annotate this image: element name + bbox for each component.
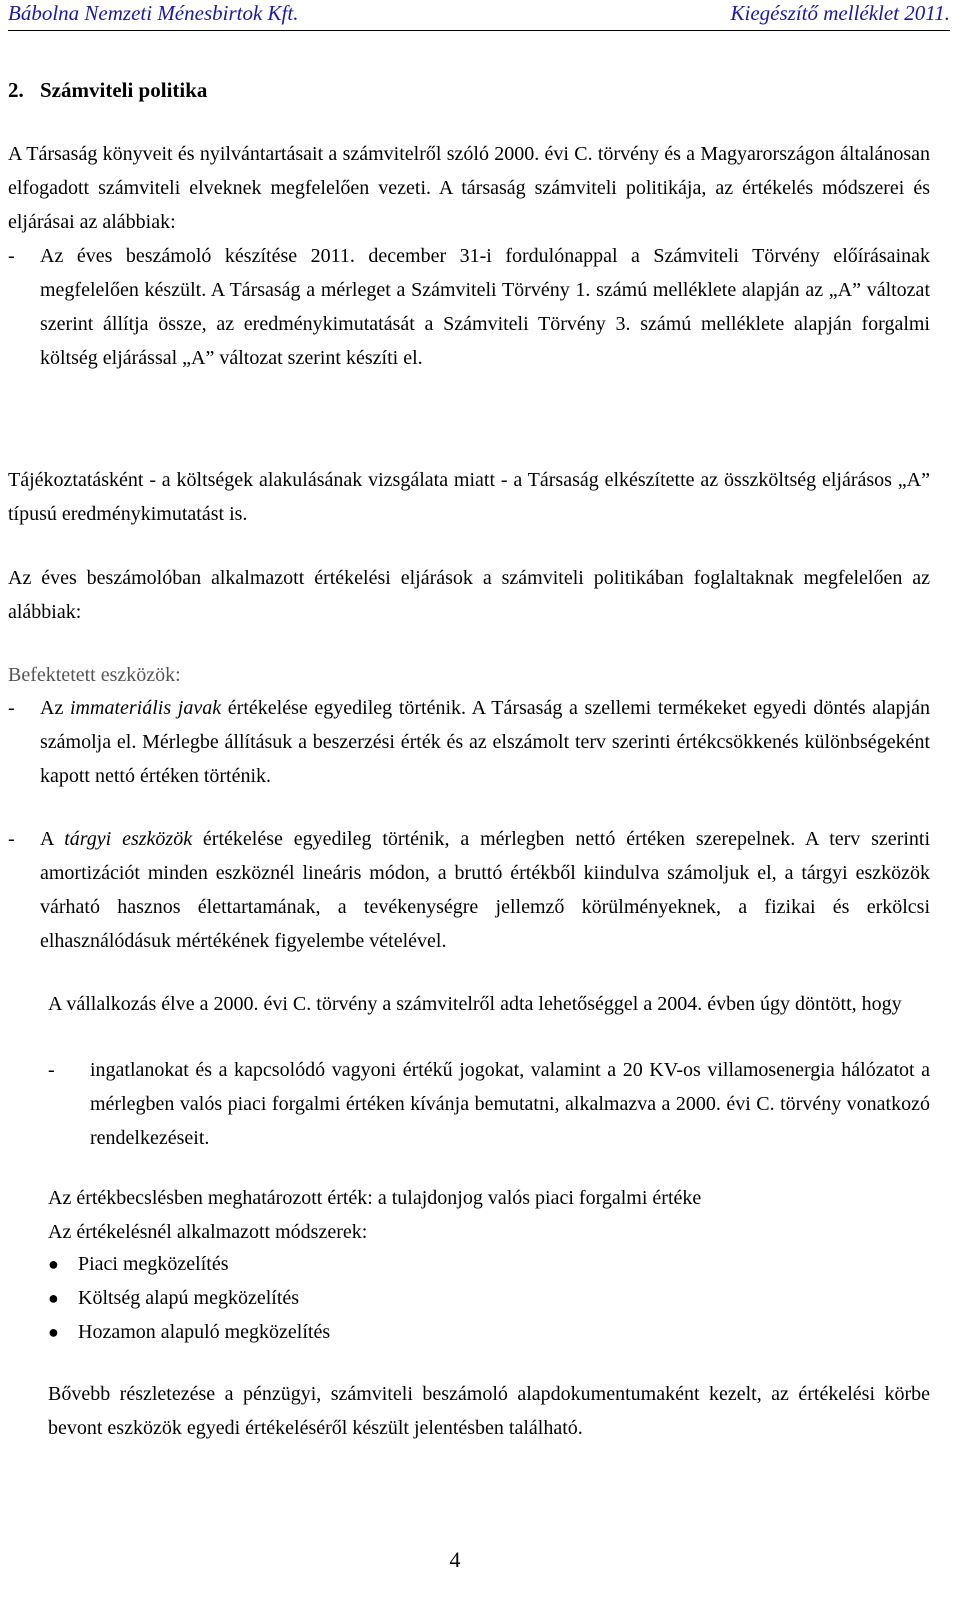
list-item-text: Az immateriális javak értékelése egyedileg történik. A Társaság a szellemi termékeket egyedi döntés alapján számolja el. Mérlegbe állításuk a beszerzési érték és az elszámolt terv szerinti értékcsökkenés különbségeként kapott nettó értéken történik.: [40, 697, 930, 787]
decision-paragraph: A vállalkozás élve a 2000. évi C. törvény a számvitelről adta lehetőséggel a 2004. évben úgy döntött, hogy: [48, 993, 902, 1015]
list-item-text: ingatlanokat és a kapcsolódó vagyoni értékű jogokat, valamint a 20 KV-os villamosenergia hálózatot a mérlegben valós piaci forgalmi értéken kívánja bemutatni, alkalmazva a 2000. évi C. törvény vonatkozó rendelkezéseit.: [90, 1059, 930, 1149]
list-item-annual-report: [8, 239, 930, 375]
list-item: [48, 1315, 930, 1349]
subheading-fixed-assets: Befektetett eszközök:: [8, 664, 181, 686]
section-title: Számviteli politika: [40, 78, 208, 102]
list-item: [48, 1281, 930, 1315]
bullet-icon: ●: [48, 1254, 59, 1274]
header-company: Bábolna Nemzeti Ménesbirtok Kft.: [8, 1, 299, 25]
tangible-assets-term: tárgyi eszközök: [64, 828, 193, 850]
intro-paragraph: A Társaság könyveit és nyilvántartásait a számvitelről szóló 2000. évi C. törvény és a Magyarországon általánosan elfogadott számviteli elveknek megfelelően vezeti. A társaság számviteli politikája, az értékelés módszerei és eljárásai az alábbiak:: [8, 143, 930, 233]
bullet-text: Költség alapú megközelítés: [78, 1287, 300, 1309]
list-item-text: A tárgyi eszközök értékelése egyedileg történik, a mérlegben nettó értéken szerepelnek. A terv szerinti amortizációt minden eszköznél lineáris módon, a bruttó értékből kiindulva számoljuk el, a tárgyi eszközök várható hasznos élettartamának, a tevékenységre jellemző körülményeknek, a fizikai és erkölcsi elhasználódásuk mértékének figyelembe vételével.: [40, 828, 931, 952]
list-item-tangible-assets: [8, 822, 930, 958]
page-number: 4: [449, 1547, 461, 1572]
dash-marker: -: [8, 245, 15, 267]
appraisal-value-line: Az értékbecslésben meghatározott érték: a tulajdonjog valós piaci forgalmi értéke: [48, 1187, 702, 1209]
dash-marker: -: [48, 1059, 55, 1081]
bullet-text: Piaci megközelítés: [78, 1253, 229, 1275]
bullet-text: Hozamon alapuló megközelítés: [78, 1321, 331, 1343]
intangible-assets-term: immateriális javak: [70, 697, 222, 719]
section-number: 2.: [8, 78, 24, 102]
bullet-icon: ●: [48, 1288, 59, 1308]
closing-paragraph: Bővebb részletezése a pénzügyi, számviteli beszámoló alapdokumentumaként kezelt, az értékelési körbe bevont eszközök egyedi értékeléséről készült jelentésben található.: [48, 1383, 930, 1439]
decision-list: [48, 1053, 930, 1155]
list-item-intangible-assets: [8, 691, 930, 793]
list-item-text: Az éves beszámoló készítése 2011. december 31-i fordulónappal a Számviteli Törvény előírásainak megfelelően készült. A Társaság a mérleget a Számviteli Törvény 1. számú melléklete alapján az „A” változat szerint állítja össze, az eredménykimutatását a Számviteli Törvény 3. számú melléklete alapján forgalmi költség eljárással „A” változat szerint készíti el.: [40, 245, 930, 369]
dash-marker: -: [8, 697, 15, 719]
dash-marker: -: [8, 828, 15, 850]
section-heading: [8, 73, 930, 107]
list-item-real-estate: [48, 1053, 930, 1155]
list-item: [48, 1247, 930, 1281]
valuation-paragraph: Az éves beszámolóban alkalmazott értékelési eljárások a számviteli politikában foglaltaknak megfelelően az alábbiak:: [8, 567, 930, 623]
page-header: [8, 0, 950, 31]
methods-line: Az értékelésnél alkalmazott módszerek:: [48, 1221, 368, 1243]
header-document-title: Kiegészítő melléklet 2011.: [730, 1, 950, 25]
info-paragraph: Tájékoztatásként - a költségek alakulásának vizsgálata miatt - a Társaság elkészítette az összköltség eljárásos „A” típusú eredménykimutatást is.: [8, 469, 930, 525]
bullet-icon: ●: [48, 1322, 59, 1342]
methods-list: [48, 1247, 930, 1349]
